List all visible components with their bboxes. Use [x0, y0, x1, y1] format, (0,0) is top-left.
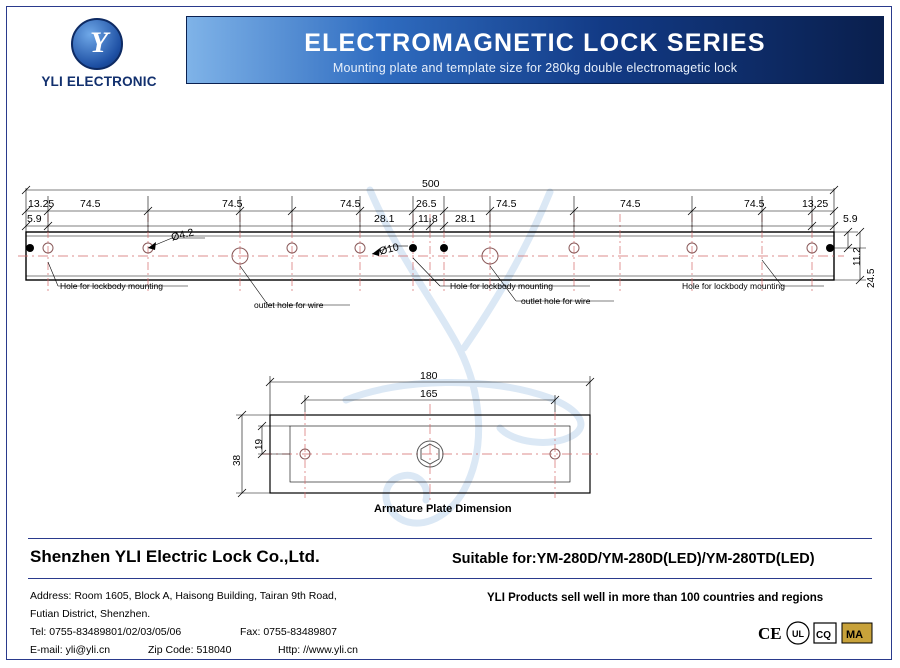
- callout-lockbody-2: Hole for lockbody mounting: [450, 281, 554, 291]
- email[interactable]: E-mail: yli@yli.cn: [30, 644, 111, 656]
- dim-armature-height-inner: 19: [254, 438, 265, 450]
- footer-divider-top: [28, 538, 872, 539]
- suitable-models: Suitable for:YM-280D/YM-280D(LED)/YM-280TD(LED): [452, 551, 815, 567]
- dim-armature-height: 38: [232, 454, 243, 466]
- hole-label-large: Ø10: [378, 241, 401, 258]
- dim-top-3: 74.5: [222, 198, 243, 210]
- footer-divider-bottom: [28, 578, 872, 579]
- dim-top-9: 13.25: [802, 198, 829, 210]
- svg-text:CE: CE: [758, 624, 782, 643]
- page-title: ELECTROMAGNETIC LOCK SERIES: [304, 29, 766, 57]
- svg-text:CQ: CQ: [816, 630, 831, 641]
- fax: Fax: 0755-83489807: [240, 626, 337, 638]
- svg-text:MA: MA: [846, 629, 864, 641]
- telephone: Tel: 0755-83489801/02/03/05/06: [30, 626, 182, 638]
- dim-top-4: 74.5: [340, 198, 361, 210]
- dim-row2-2: 28.1: [374, 213, 395, 225]
- logo-letter: Y: [89, 26, 109, 59]
- callout-lockbody-3: Hole for lockbody mounting: [682, 281, 786, 291]
- dim-row2-5: 5.9: [843, 213, 858, 225]
- callout-wire-1: outlet hole for wire: [254, 300, 324, 310]
- dim-row2-3: 11.8: [418, 213, 438, 225]
- dim-top-5: 26.5: [416, 198, 437, 210]
- dim-top-6: 74.5: [496, 198, 517, 210]
- logo-text: YLI ELECTRONIC: [41, 74, 157, 89]
- dim-top-1: 13.25: [28, 198, 55, 210]
- dim-top-7: 74.5: [620, 198, 641, 210]
- company-name: Shenzhen YLI Electric Lock Co.,Ltd.: [30, 547, 320, 566]
- dim-row2-1: 5.9: [27, 213, 42, 225]
- callout-wire-2: outlet hole for wire: [521, 296, 591, 306]
- dim-top-2: 74.5: [80, 198, 101, 210]
- armature-caption: Armature Plate Dimension: [374, 503, 512, 515]
- promo-text: YLI Products sell well in more than 100 countries and regions: [487, 592, 824, 604]
- dim-armature-inner: 165: [420, 388, 438, 400]
- zip-code: Zip Code: 518040: [148, 644, 232, 656]
- website[interactable]: Http: //www.yli.cn: [278, 644, 358, 656]
- dim-overall-length: 500: [422, 178, 440, 190]
- svg-text:UL: UL: [792, 629, 804, 639]
- dim-armature-outer: 180: [420, 370, 438, 382]
- dim-right-1: 11.2: [852, 247, 863, 266]
- dim-top-8: 74.5: [744, 198, 765, 210]
- dim-right-2: 24.5: [866, 268, 877, 288]
- dim-row2-4: 28.1: [455, 213, 476, 225]
- page-subtitle: Mounting plate and template size for 280kg double electromagetic lock: [332, 61, 738, 75]
- certification-marks: [756, 620, 876, 646]
- hole-label-small: Ø4.2: [170, 226, 195, 244]
- callout-lockbody-1: Hole for lockbody mounting: [60, 281, 164, 291]
- address-line-2: Futian District, Shenzhen.: [30, 608, 151, 620]
- address-line-1: Address: Room 1605, Block A, Haisong Building, Tairan 9th Road,: [30, 590, 337, 602]
